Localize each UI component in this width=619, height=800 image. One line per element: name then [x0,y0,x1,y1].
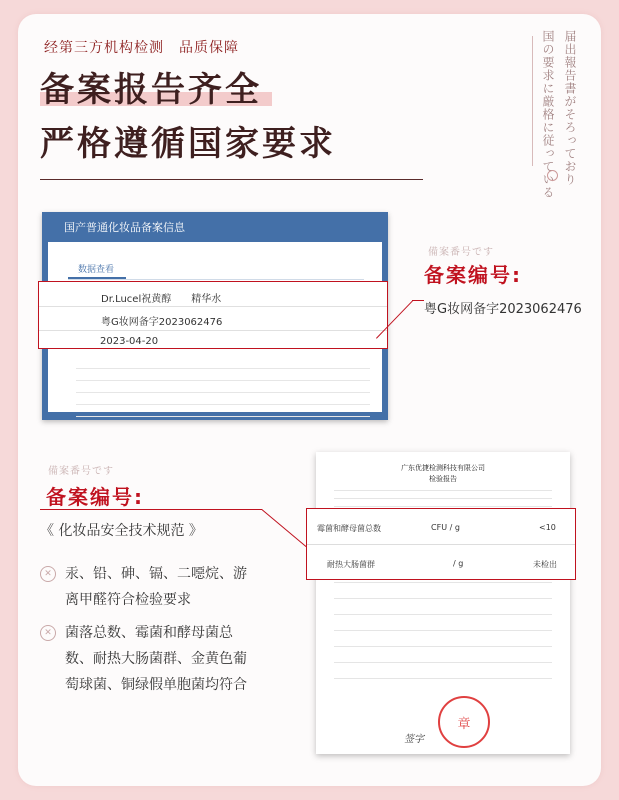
connector-line-1b [412,300,424,301]
standard-item-1 [40,561,252,613]
vertical-japanese-text-2: 国の要求に厳格に従っている [541,30,555,199]
tab-separator [68,279,364,280]
table-row-line [76,392,370,393]
page-title: 备案报告齐全 [40,70,262,110]
record-number-highlight [38,281,388,349]
product-name: Dr.Lucel祝黄醇 精华水 [101,294,222,305]
report-line [334,506,552,507]
tagline: 经第三方机构检测 品质保障 [44,40,239,56]
standard-item-2-text: 菌落总数、霉菌和酵母菌总数、耐热大肠菌群、金黄色葡萄球菌、铜绿假单胞菌均符合 [65,625,247,693]
table-row-line [76,368,370,369]
report-unit-1: CFU / g [431,523,460,532]
row-line [307,544,575,545]
row-line [39,330,387,331]
table-row-line [76,404,370,405]
standard-item-2 [40,620,252,698]
report-item-1: 霉菌和酵母菌总数 [317,524,381,533]
record-number: 粤G妆网备字2023062476 [424,302,582,317]
cross-circle-icon: ✕ [40,625,56,641]
report-line [334,598,552,599]
report-label-ghost: 備案番号です [48,466,114,477]
page-subtitle: 严格遵循国家要求 [40,124,336,164]
standard-item-1-text: 汞、铅、砷、镉、二噁烷、游离甲醛符合检验要求 [65,566,247,608]
report-line [334,490,552,491]
tab-data-view: 数据查看 [78,265,115,275]
report-line [334,498,552,499]
table-row-line [76,380,370,381]
report-unit-2: / g [453,559,464,568]
report-highlight-box [306,508,576,580]
table-row-line [76,416,370,417]
report-line [334,630,552,631]
report-line [334,678,552,679]
record-date: 2023-04-20 [100,336,159,347]
red-seal-stamp [438,696,490,748]
report-org-title: 广东优捷检测科技有限公司 [401,464,485,472]
report-line [334,646,552,647]
record-window-title: 国产普通化妆品备案信息 [64,221,185,234]
decorative-circle [547,170,558,181]
row-line [39,306,387,307]
report-item-2: 耐热大肠菌群 [327,560,375,569]
report-result-2: 未检出 [533,560,557,569]
record-label: 备案编号: [424,263,522,287]
report-label: 备案编号: [46,485,144,509]
standard-heading: 《 化妆品安全技术规范 》 [40,523,203,539]
report-result-1: <10 [539,523,556,532]
record-label-ghost: 備案番号です [428,247,494,258]
report-line [334,662,552,663]
report-line [334,582,552,583]
signature: 签字 [404,734,424,745]
seal-text: 章 [457,716,471,732]
cross-circle-icon: ✕ [40,566,56,582]
vertical-divider [532,36,533,166]
report-line [334,614,552,615]
title-divider [40,179,423,180]
report-doc-title: 检验报告 [429,475,457,483]
record-number-field: 粤G妆网备字2023062476 [101,317,223,328]
vertical-japanese-text-1: 届出報告書がそろっており [563,30,577,186]
connector-line-2 [40,509,262,510]
inspection-report [316,452,570,754]
